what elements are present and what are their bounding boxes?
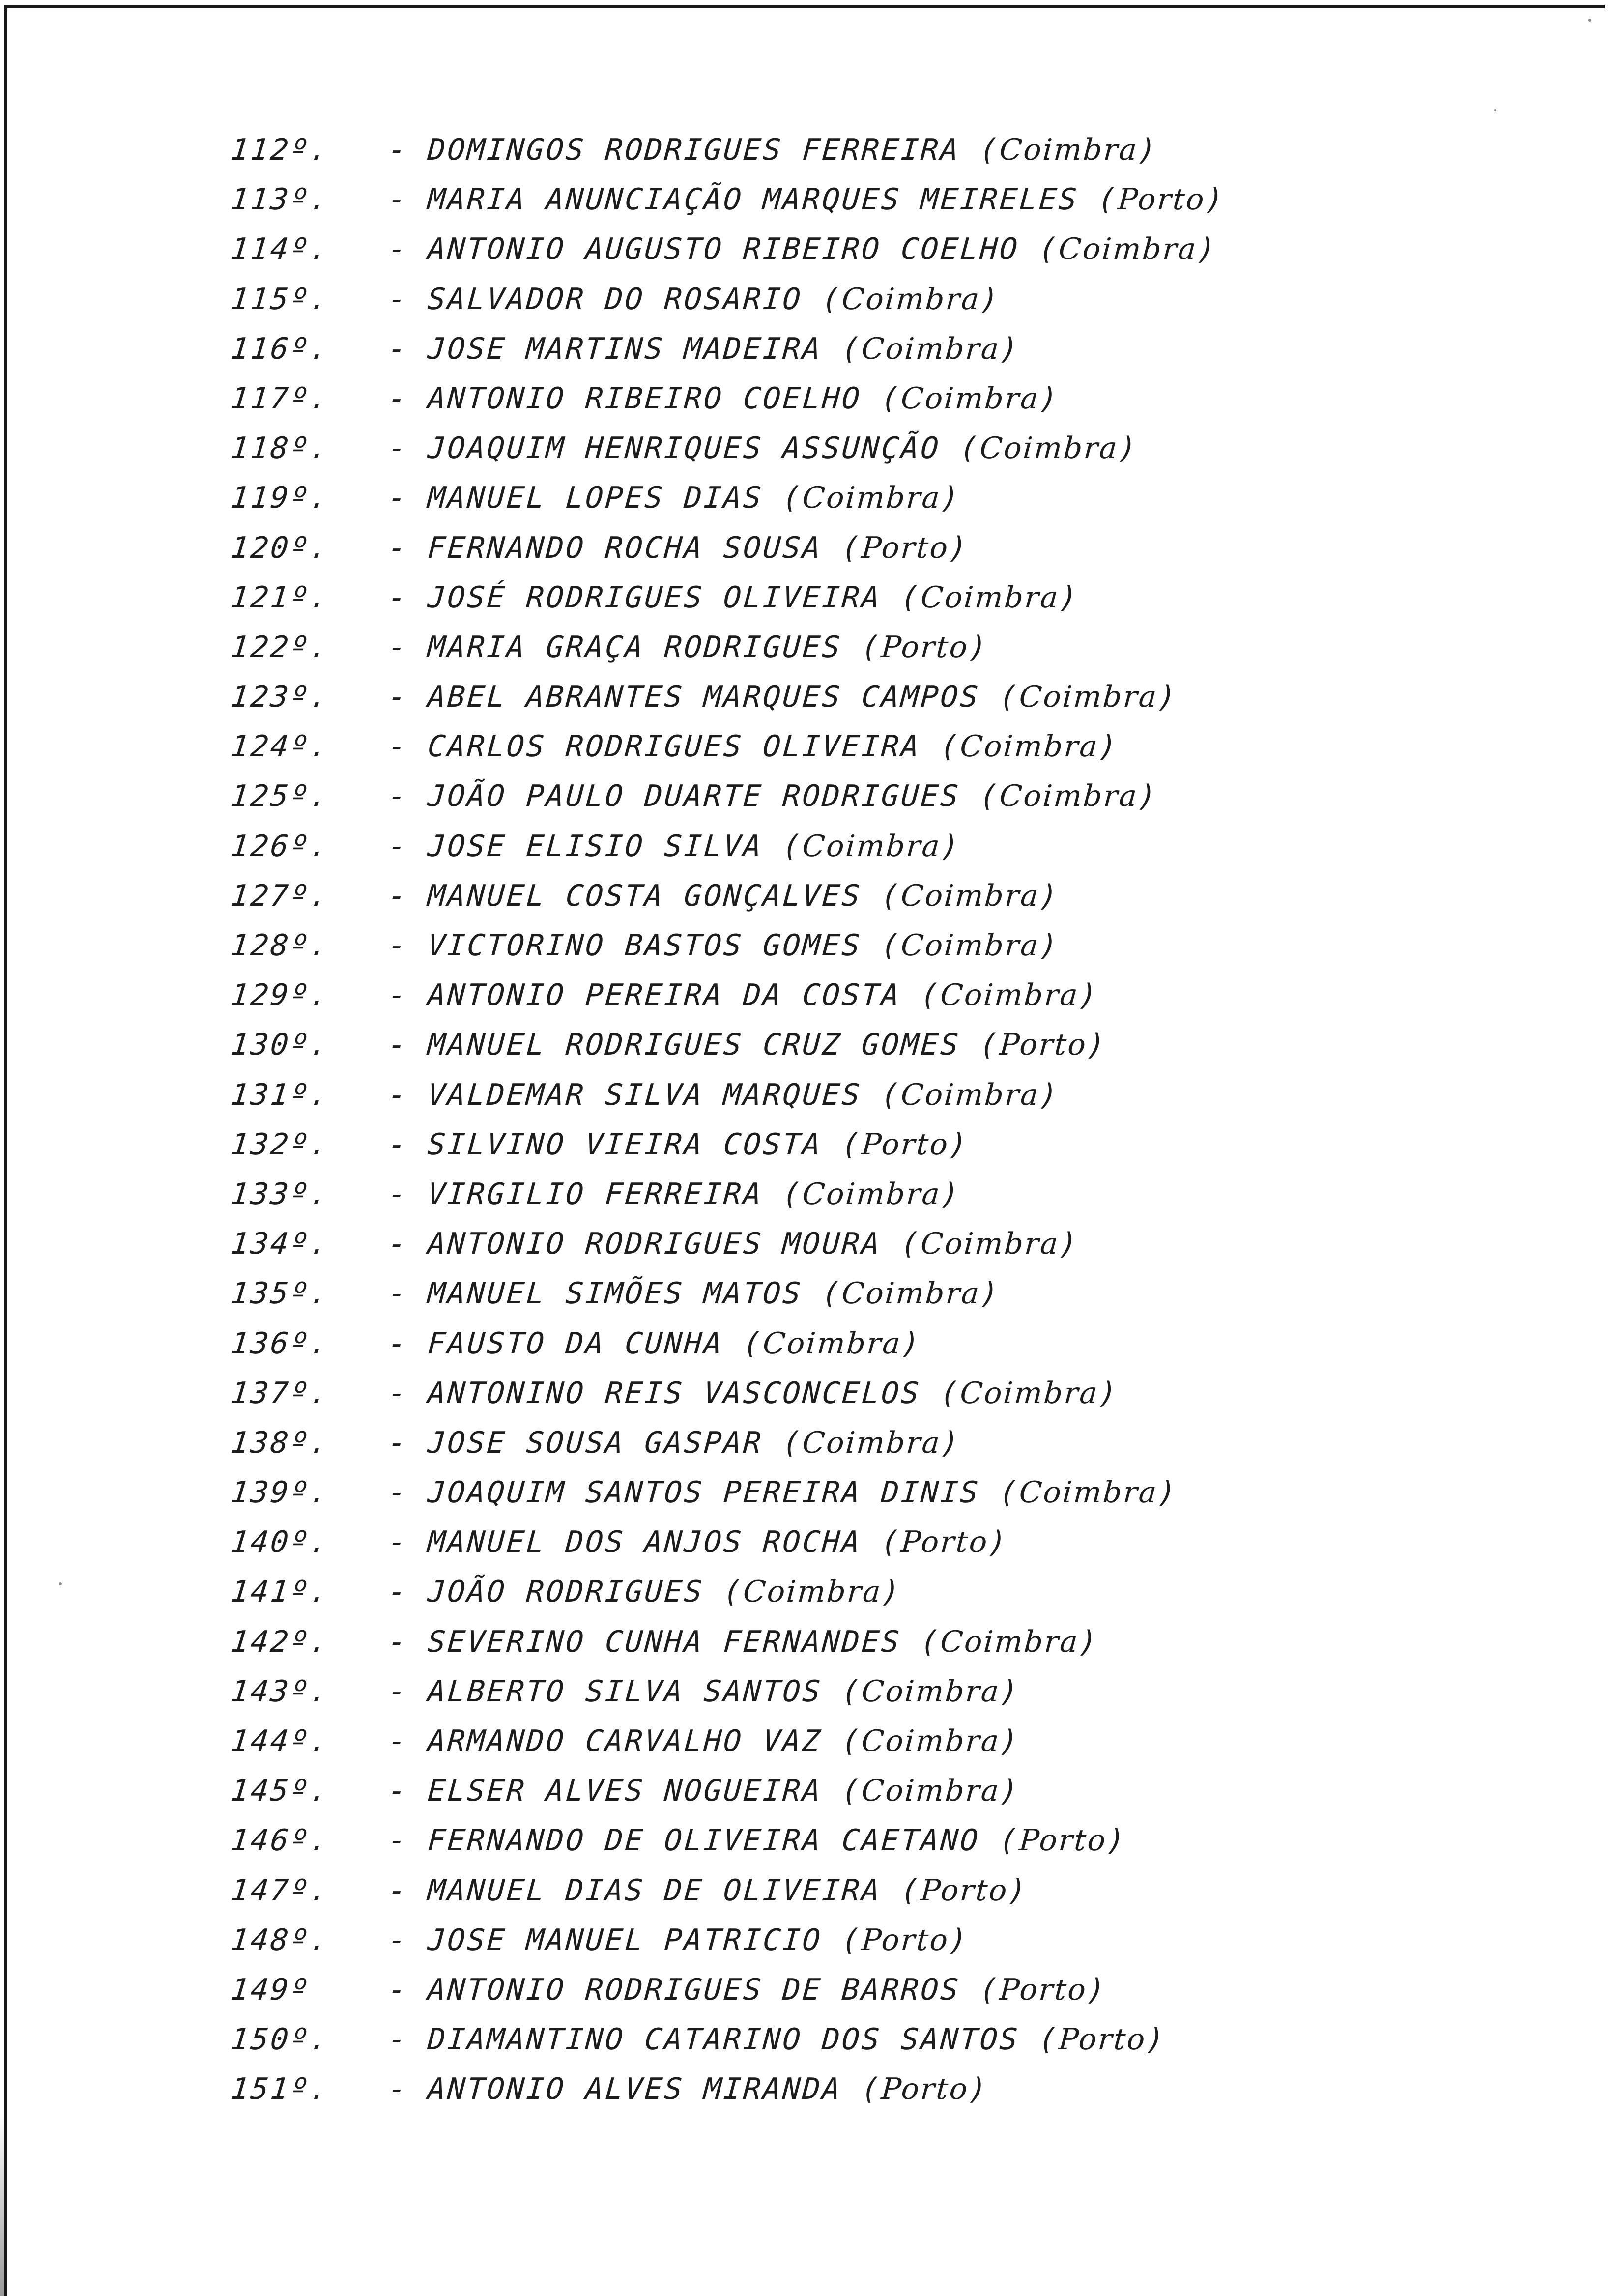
entry-number: 117º.	[229, 381, 332, 416]
entry-number: 147º.	[229, 1873, 332, 1908]
entry-name: SILVINO VIEIRA COSTA	[426, 1127, 824, 1162]
entry-dash: -	[387, 182, 409, 217]
name-list	[231, 125, 1509, 2115]
entry-number: 115º.	[229, 282, 332, 316]
list-item: 127º. - MANUEL COSTA GONÇALVES (Coimbra)	[231, 871, 1509, 921]
entry-city: Coimbra	[959, 729, 1100, 764]
entry-dash: -	[387, 680, 409, 715]
entry-city: Coimbra	[998, 133, 1140, 167]
entry-name: MANUEL SIMÕES MATOS	[426, 1276, 804, 1311]
entry-number: 148º.	[229, 1923, 332, 1957]
entry-city: Coimbra	[919, 580, 1061, 615]
list-item: 142º. - SEVERINO CUNHA FERNANDES (Coimbra)	[231, 1617, 1509, 1667]
entry-city: Porto	[899, 1525, 990, 1560]
entry-dash: -	[387, 1326, 409, 1361]
entry-dash: -	[387, 630, 409, 664]
entry-dash: -	[387, 1525, 409, 1560]
entry-city: Coimbra	[1018, 680, 1159, 715]
entry-city: Coimbra	[840, 1276, 982, 1311]
entry-name: ANTONIO PEREIRA DA COSTA	[426, 978, 902, 1013]
entry-name: FERNANDO DE OLIVEIRA CAETANO	[426, 1823, 981, 1858]
list-item: 140º. - MANUEL DOS ANJOS ROCHA (Porto)	[231, 1518, 1509, 1567]
list-item: 114º. - ANTONIO AUGUSTO RIBEIRO COELHO (Coimbra)	[231, 225, 1509, 274]
entry-number: 120º.	[229, 530, 332, 565]
entry-dash: -	[387, 1177, 409, 1211]
entry-name: ANTONINO REIS VASCONCELOS	[426, 1376, 922, 1410]
list-item: 117º. - ANTONIO RIBEIRO COELHO (Coimbra)	[231, 374, 1509, 424]
list-item: 129º. - ANTONIO PEREIRA DA COSTA (Coimbra)	[231, 971, 1509, 1020]
entry-city: Coimbra	[860, 1724, 1002, 1758]
entry-city: Porto	[1057, 2022, 1148, 2057]
list-item: 120º. - FERNANDO ROCHA SOUSA (Porto)	[231, 523, 1509, 573]
entry-number: 143º.	[229, 1674, 332, 1709]
list-item: 123º. - ABEL ABRANTES MARQUES CAMPOS (Coimbra)	[231, 672, 1509, 722]
entry-number: 142º.	[229, 1624, 332, 1659]
list-item: 118º. - JOAQUIM HENRIQUES ASSUNÇÃO (Coimbra)	[231, 424, 1509, 473]
entry-number: 113º.	[229, 182, 332, 217]
entry-dash: -	[387, 928, 409, 963]
entry-dash: -	[387, 481, 409, 516]
entry-number: 136º.	[229, 1326, 332, 1361]
entry-city: Porto	[860, 1923, 950, 1957]
entry-number: 130º.	[229, 1028, 332, 1062]
entry-name: CARLOS RODRIGUES OLIVEIRA	[426, 729, 922, 764]
entry-number: 150º.	[229, 2022, 332, 2057]
entry-name: MANUEL RODRIGUES CRUZ GOMES	[426, 1028, 962, 1062]
entry-city: Coimbra	[1057, 232, 1199, 267]
entry-city: Coimbra	[919, 1227, 1061, 1262]
entry-city: Coimbra	[860, 1674, 1002, 1709]
entry-city: Coimbra	[860, 331, 1002, 366]
entry-name: MANUEL COSTA GONÇALVES	[426, 878, 863, 913]
entry-name: JOSE MANUEL PATRICIO	[426, 1923, 824, 1957]
entry-dash: -	[387, 729, 409, 764]
entry-number: 137º.	[229, 1376, 332, 1410]
entry-name: DIAMANTINO CATARINO DOS SANTOS	[426, 2022, 1021, 2057]
entry-name: VICTORINO BASTOS GOMES	[426, 928, 863, 963]
entry-number: 139º.	[229, 1475, 332, 1510]
entry-number: 116º.	[229, 331, 332, 366]
scan-edge-left	[4, 5, 7, 2296]
entry-name: MANUEL DOS ANJOS ROCHA	[426, 1525, 863, 1560]
list-item: 149º - ANTONIO RODRIGUES DE BARROS (Porto)	[231, 1965, 1509, 2015]
entry-city: Coimbra	[899, 928, 1041, 963]
entry-name: JOÃO RODRIGUES	[426, 1575, 705, 1609]
entry-dash: -	[387, 1376, 409, 1410]
entry-number: 112º.	[229, 133, 332, 167]
entry-dash: -	[387, 1972, 409, 2007]
entry-city: Coimbra	[899, 381, 1041, 416]
entry-dash: -	[387, 1077, 409, 1112]
entry-number: 149º	[229, 1972, 312, 2007]
entry-number: 119º.	[229, 481, 332, 516]
entry-number: 128º.	[229, 928, 332, 963]
list-item: 146º. - FERNANDO DE OLIVEIRA CAETANO (Porto)	[231, 1816, 1509, 1866]
entry-city: Coimbra	[959, 1376, 1100, 1410]
entry-city: Coimbra	[801, 1177, 943, 1211]
entry-number: 134º.	[229, 1227, 332, 1262]
entry-city: Coimbra	[899, 878, 1041, 913]
entry-number: 121º.	[229, 580, 332, 615]
entry-city: Porto	[998, 1972, 1089, 2007]
entry-name: ANTONIO RODRIGUES MOURA	[426, 1227, 883, 1262]
list-item: 151º. - ANTONIO ALVES MIRANDA (Porto)	[231, 2065, 1509, 2114]
entry-name: VIRGILIO FERREIRA	[426, 1177, 764, 1211]
entry-name: JOSE MARTINS MADEIRA	[426, 331, 824, 366]
entry-city: Coimbra	[1018, 1475, 1159, 1510]
scan-speck	[1494, 109, 1496, 111]
entry-name: ELSER ALVES NOGUEIRA	[426, 1774, 824, 1808]
entry-number: 129º.	[229, 978, 332, 1013]
entry-name: MARIA ANUNCIAÇÃO MARQUES MEIRELES	[426, 182, 1080, 217]
entry-number: 140º.	[229, 1525, 332, 1560]
entry-dash: -	[387, 1227, 409, 1262]
scan-speck	[59, 1582, 62, 1585]
entry-dash: -	[387, 580, 409, 615]
entry-dash: -	[387, 381, 409, 416]
list-item: 148º. - JOSE MANUEL PATRICIO (Porto)	[231, 1916, 1509, 1965]
entry-name: ARMANDO CARVALHO VAZ	[426, 1724, 824, 1758]
entry-name: MANUEL DIAS DE OLIVEIRA	[426, 1873, 883, 1908]
entry-name: JOÃO PAULO DUARTE RODRIGUES	[426, 779, 962, 814]
entry-city: Coimbra	[899, 1077, 1041, 1112]
list-item: 143º. - ALBERTO SILVA SANTOS (Coimbra)	[231, 1667, 1509, 1717]
entry-number: 123º.	[229, 680, 332, 715]
entry-name: ANTONIO RIBEIRO COELHO	[426, 381, 863, 416]
entry-name: FAUSTO DA CUNHA	[426, 1326, 725, 1361]
entry-number: 126º.	[229, 829, 332, 863]
entry-dash: -	[387, 282, 409, 316]
entry-city: Porto	[860, 530, 950, 565]
entry-dash: -	[387, 1028, 409, 1062]
list-item: 138º. - JOSE SOUSA GASPAR (Coimbra)	[231, 1418, 1509, 1468]
entry-city: Coimbra	[801, 481, 943, 516]
scan-speck	[1588, 19, 1591, 22]
entry-dash: -	[387, 1624, 409, 1659]
entry-dash: -	[387, 878, 409, 913]
entry-dash: -	[387, 1127, 409, 1162]
entry-number: 138º.	[229, 1425, 332, 1460]
entry-dash: -	[387, 1923, 409, 1957]
list-item: 131º. - VALDEMAR SILVA MARQUES (Coimbra)	[231, 1070, 1509, 1120]
entry-name: ALBERTO SILVA SANTOS	[426, 1674, 824, 1709]
list-item: 137º. - ANTONINO REIS VASCONCELOS (Coimbra)	[231, 1369, 1509, 1418]
entry-number: 127º.	[229, 878, 332, 913]
entry-dash: -	[387, 1774, 409, 1808]
entry-name: DOMINGOS RODRIGUES FERREIRA	[426, 133, 962, 167]
entry-dash: -	[387, 2072, 409, 2107]
entry-name: JOAQUIM SANTOS PEREIRA DINIS	[426, 1475, 981, 1510]
entry-number: 145º.	[229, 1774, 332, 1808]
entry-number: 151º.	[229, 2072, 332, 2107]
entry-dash: -	[387, 829, 409, 863]
entry-name: ANTONIO AUGUSTO RIBEIRO COELHO	[426, 232, 1021, 267]
entry-city: Coimbra	[998, 779, 1140, 814]
entry-dash: -	[387, 978, 409, 1013]
entry-name: FERNANDO ROCHA SOUSA	[426, 530, 824, 565]
entry-city: Porto	[1117, 182, 1207, 217]
list-item: 135º. - MANUEL SIMÕES MATOS (Coimbra)	[231, 1269, 1509, 1319]
entry-dash: -	[387, 1475, 409, 1510]
list-item: 112º. - DOMINGOS RODRIGUES FERREIRA (Coimbra)	[231, 125, 1509, 175]
entry-dash: -	[387, 1575, 409, 1609]
list-item: 125º. - JOÃO PAULO DUARTE RODRIGUES (Coimbra)	[231, 772, 1509, 821]
entry-name: MARIA GRAÇA RODRIGUES	[426, 630, 843, 664]
list-item: 124º. - CARLOS RODRIGUES OLIVEIRA (Coimbra)	[231, 722, 1509, 772]
list-item: 141º. - JOÃO RODRIGUES (Coimbra)	[231, 1567, 1509, 1617]
entry-dash: -	[387, 133, 409, 167]
entry-city: Coimbra	[840, 282, 982, 316]
entry-city: Coimbra	[939, 1624, 1080, 1659]
entry-number: 133º.	[229, 1177, 332, 1211]
list-item: 128º. - VICTORINO BASTOS GOMES (Coimbra)	[231, 921, 1509, 971]
list-item: 139º. - JOAQUIM SANTOS PEREIRA DINIS (Coimbra)	[231, 1468, 1509, 1518]
list-item: 147º. - MANUEL DIAS DE OLIVEIRA (Porto)	[231, 1866, 1509, 1916]
list-item: 145º. - ELSER ALVES NOGUEIRA (Coimbra)	[231, 1766, 1509, 1816]
entry-name: JOSE SOUSA GASPAR	[426, 1425, 764, 1460]
entry-name: JOAQUIM HENRIQUES ASSUNÇÃO	[426, 431, 942, 466]
entry-number: 132º.	[229, 1127, 332, 1162]
entry-dash: -	[387, 1873, 409, 1908]
list-item: 121º. - JOSÉ RODRIGUES OLIVEIRA (Coimbra)	[231, 573, 1509, 623]
entry-dash: -	[387, 530, 409, 565]
entry-name: ANTONIO ALVES MIRANDA	[426, 2072, 843, 2107]
entry-number: 135º.	[229, 1276, 332, 1311]
entry-name: SEVERINO CUNHA FERNANDES	[426, 1624, 902, 1659]
entry-dash: -	[387, 331, 409, 366]
entry-name: JOSÉ RODRIGUES OLIVEIRA	[426, 580, 883, 615]
entry-dash: -	[387, 1674, 409, 1709]
entry-number: 141º.	[229, 1575, 332, 1609]
entry-number: 144º.	[229, 1724, 332, 1758]
entry-city: Coimbra	[939, 978, 1080, 1013]
list-item: 122º. - MARIA GRAÇA RODRIGUES (Porto)	[231, 623, 1509, 672]
entry-dash: -	[387, 1724, 409, 1758]
list-item: 150º. - DIAMANTINO CATARINO DOS SANTOS (Porto)	[231, 2015, 1509, 2065]
entry-city: Porto	[998, 1028, 1089, 1062]
entry-number: 125º.	[229, 779, 332, 814]
entry-name: MANUEL LOPES DIAS	[426, 481, 764, 516]
entry-number: 118º.	[229, 431, 332, 466]
entry-dash: -	[387, 1276, 409, 1311]
entry-dash: -	[387, 779, 409, 814]
entry-number: 114º.	[229, 232, 332, 267]
entry-dash: -	[387, 2022, 409, 2057]
entry-city: Coimbra	[801, 1425, 943, 1460]
list-item: 115º. - SALVADOR DO ROSARIO (Coimbra)	[231, 275, 1509, 324]
entry-name: JOSE ELISIO SILVA	[426, 829, 764, 863]
list-item: 113º. - MARIA ANUNCIAÇÃO MARQUES MEIRELES (Porto)	[231, 175, 1509, 225]
entry-number: 124º.	[229, 729, 332, 764]
list-item: 126º. - JOSE ELISIO SILVA (Coimbra)	[231, 822, 1509, 871]
entry-city: Porto	[860, 1127, 950, 1162]
list-item: 133º. - VIRGILIO FERREIRA (Coimbra)	[231, 1170, 1509, 1219]
entry-name: VALDEMAR SILVA MARQUES	[426, 1077, 863, 1112]
entry-dash: -	[387, 431, 409, 466]
list-item: 116º. - JOSE MARTINS MADEIRA (Coimbra)	[231, 324, 1509, 374]
list-item: 134º. - ANTONIO RODRIGUES MOURA (Coimbra)	[231, 1219, 1509, 1269]
entry-name: ANTONIO RODRIGUES DE BARROS	[426, 1972, 962, 2007]
entry-name: SALVADOR DO ROSARIO	[426, 282, 804, 316]
scan-edge-shadow	[0, 2113, 4, 2296]
entry-number: 146º.	[229, 1823, 332, 1858]
list-item: 136º. - FAUSTO DA CUNHA (Coimbra)	[231, 1319, 1509, 1369]
entry-city: Porto	[919, 1873, 1009, 1908]
list-item: 119º. - MANUEL LOPES DIAS (Coimbra)	[231, 473, 1509, 523]
entry-city: Porto	[1018, 1823, 1108, 1858]
list-item: 144º. - ARMANDO CARVALHO VAZ (Coimbra)	[231, 1717, 1509, 1766]
entry-dash: -	[387, 1425, 409, 1460]
entry-dash: -	[387, 232, 409, 267]
list-item: 132º. - SILVINO VIEIRA COSTA (Porto)	[231, 1120, 1509, 1170]
entry-city: Porto	[880, 2072, 970, 2107]
entry-city: Porto	[880, 630, 970, 664]
entry-city: Coimbra	[761, 1326, 903, 1361]
entry-city: Coimbra	[979, 431, 1120, 466]
entry-city: Coimbra	[860, 1774, 1002, 1808]
entry-city: Coimbra	[801, 829, 943, 863]
scan-edge-top	[5, 5, 1605, 8]
entry-number: 122º.	[229, 630, 332, 664]
entry-city: Coimbra	[742, 1575, 883, 1609]
entry-name: ABEL ABRANTES MARQUES CAMPOS	[426, 680, 981, 715]
entry-dash: -	[387, 1823, 409, 1858]
entry-number: 131º.	[229, 1077, 332, 1112]
list-item: 130º. - MANUEL RODRIGUES CRUZ GOMES (Porto)	[231, 1020, 1509, 1070]
